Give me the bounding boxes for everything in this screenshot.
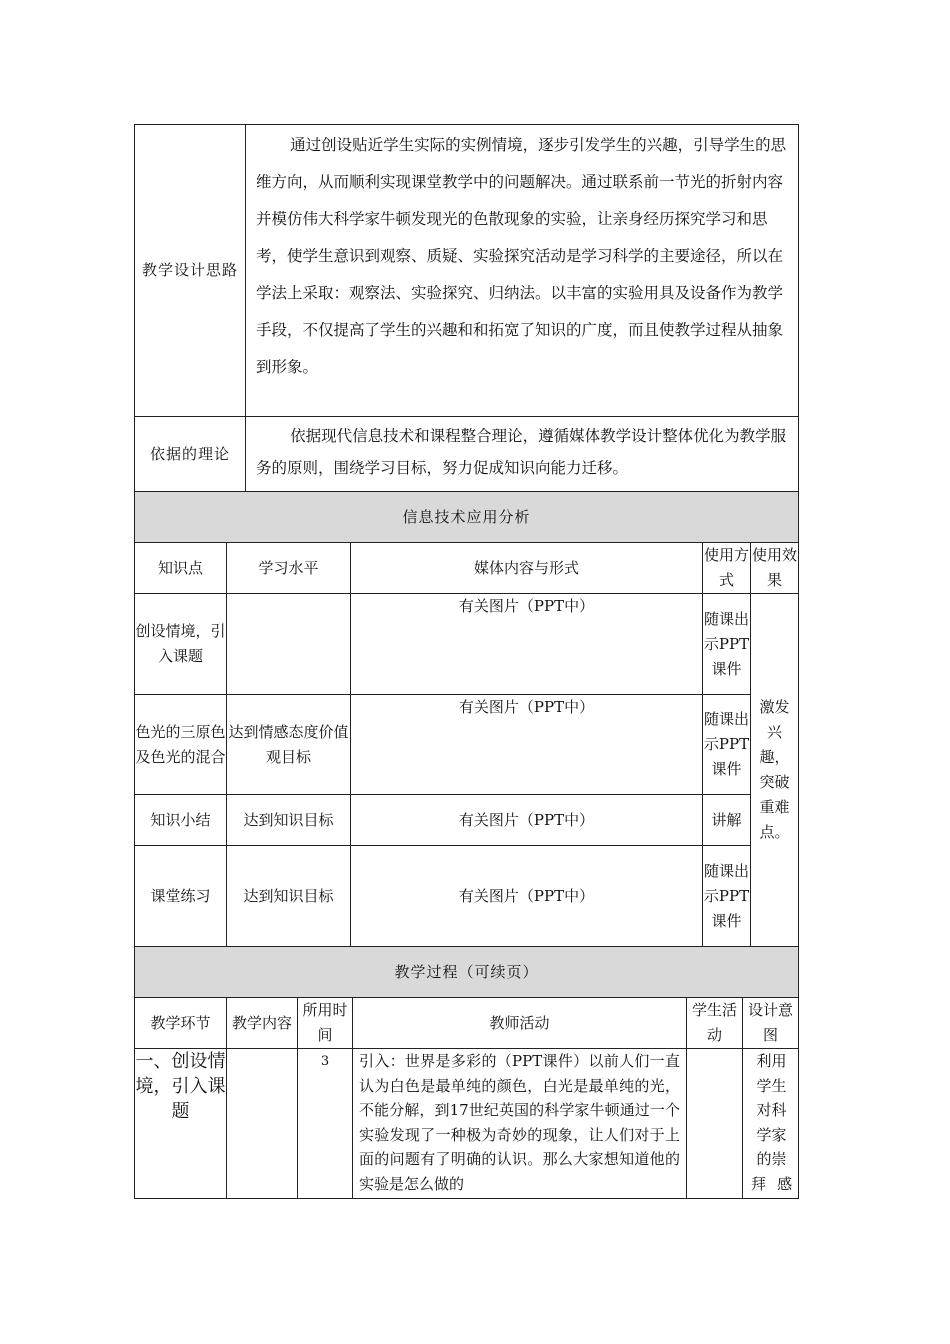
theory-text: 依据现代信息技术和课程整合理论，遵循媒体教学设计整体优化为教学服务的原则，围绕学习目标，努力促成知识向能力迁移。: [246, 417, 799, 492]
header-usage-method: 使用方式: [703, 543, 751, 594]
design-text: 通过创设贴近学生实际的实例情境，逐步引发学生的兴趣，引导学生的思维方向，从而顺利实现课堂教学中的问题解决。通过联系前一节光的折射内容并模仿伟大科学家牛顿发现光的色散现象的实验，让亲身经历探究学习和思考，使学生意识到观察、质疑、实验探究活动是学习科学的主要途径，所以在学法上采取：观察法、实验探究、归纳法。以丰富的实验用具及设备作为教学手段，不仅提高了学生的兴趣和和拓宽了知识的广度，而且使教学过程从抽象到形象。: [246, 125, 799, 417]
process-title: 教学过程（可续页）: [135, 947, 799, 998]
header-time: 所用时间: [298, 998, 353, 1049]
design-label: 教学设计思路: [135, 125, 246, 417]
table-row: [135, 1049, 799, 1199]
student-activity: [687, 1049, 743, 1199]
header-stage: 教学环节: [135, 998, 227, 1049]
table-row: [135, 594, 799, 695]
theory-label: 依据的理论: [135, 417, 246, 492]
header-usage-effect: 使用效果: [751, 543, 799, 594]
teaching-process-table: [134, 946, 799, 1199]
media-content: 有关图片（PPT中）: [351, 846, 703, 947]
header-student-activity: 学生活动: [687, 998, 743, 1049]
teacher-activity: 引入：世界是多彩的（PPT课件）以前人们一直认为白色是最单纯的颜色，白光是最单纯的光，不能分解，到17世纪英国的科学家牛顿通过一个实验发现了一种极为奇妙的现象，让人们对于上面的问题有了明确的认识。那么大家想知道他的实验是怎么做的: [353, 1049, 687, 1199]
usage-method: 随课出示PPT课件: [703, 846, 751, 947]
table-row: [135, 695, 799, 795]
media-content: 有关图片（PPT中）: [351, 594, 703, 695]
header-teacher-activity: 教师活动: [353, 998, 687, 1049]
usage-method: 随课出示PPT课件: [703, 594, 751, 695]
media-content: 有关图片（PPT中）: [351, 795, 703, 846]
knowledge-point: 色光的三原色及色光的混合: [135, 695, 227, 795]
table-row: [135, 846, 799, 947]
header-design-intent: 设计意图: [743, 998, 799, 1049]
design-intent: 利用学生对科学家的崇拜感: [743, 1049, 799, 1199]
learning-level: [227, 594, 351, 695]
learning-level: 达到知识目标: [227, 846, 351, 947]
knowledge-point: 创设情境，引入课题: [135, 594, 227, 695]
it-analysis-title: 信息技术应用分析: [135, 492, 799, 543]
header-knowledge-point: 知识点: [135, 543, 227, 594]
learning-level: 达到情感态度价值观目标: [227, 695, 351, 795]
lesson-design-table: [134, 124, 799, 947]
header-content: 教学内容: [227, 998, 298, 1049]
table-row: [135, 795, 799, 846]
usage-effect: 激发兴趣，突破重难点。: [751, 594, 799, 947]
process-time: 3: [298, 1049, 353, 1199]
knowledge-point: 知识小结: [135, 795, 227, 846]
header-learning-level: 学习水平: [227, 543, 351, 594]
process-content: [227, 1049, 298, 1199]
header-media-content: 媒体内容与形式: [351, 543, 703, 594]
learning-level: 达到知识目标: [227, 795, 351, 846]
knowledge-point: 课堂练习: [135, 846, 227, 947]
usage-method: 随课出示PPT课件: [703, 695, 751, 795]
media-content: 有关图片（PPT中）: [351, 695, 703, 795]
process-stage: 一、创设情境，引入课题: [135, 1049, 227, 1199]
usage-method: 讲解: [703, 795, 751, 846]
